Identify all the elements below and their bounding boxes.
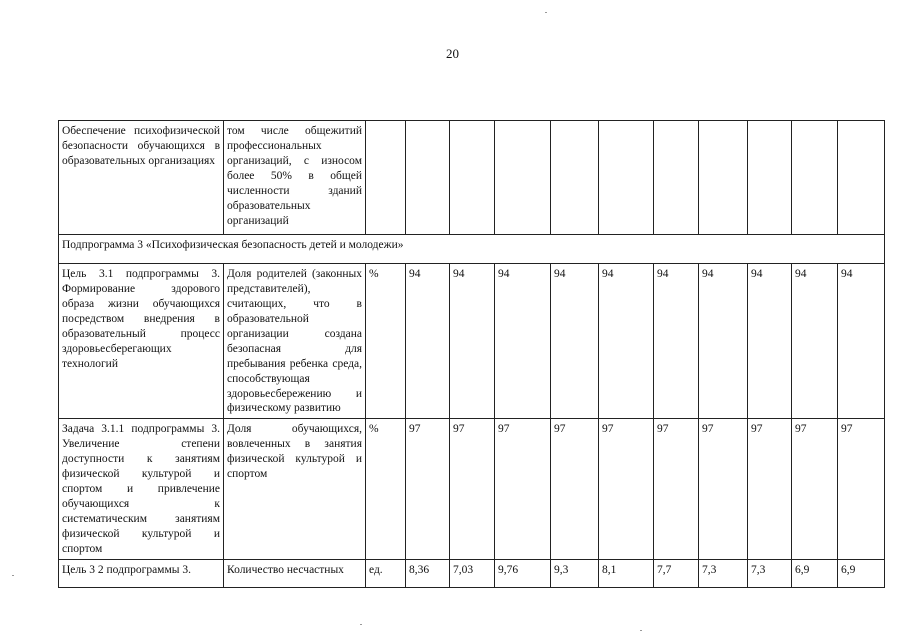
value-cell: 97 — [495, 419, 551, 559]
value-cell: 97 — [654, 419, 699, 559]
value-cell — [599, 121, 654, 235]
indicator-cell: Количество несчастных — [224, 559, 366, 587]
subprogram-row — [59, 235, 885, 264]
value-cell: 97 — [838, 419, 885, 559]
value-cell — [551, 121, 599, 235]
scan-speck — [545, 12, 547, 13]
objective-cell: Обеспечение психофизической безопасности обучающихся в образовательных организациях — [59, 121, 224, 235]
value-cell: 94 — [654, 264, 699, 419]
objective-cell: Цель 3.1 подпрограммы 3. Формирование здорового образа жизни обучающихся посредством внедрения в образовательный процесс здоровьесберегающих технологий — [59, 264, 224, 419]
indicators-table — [58, 120, 885, 588]
table-row — [59, 121, 885, 235]
value-cell: 97 — [792, 419, 838, 559]
value-cell: 7,3 — [699, 559, 748, 587]
value-cell — [838, 121, 885, 235]
value-cell — [495, 121, 551, 235]
scan-speck — [12, 575, 14, 576]
value-cell — [748, 121, 792, 235]
table-row — [59, 419, 885, 559]
value-cell: 97 — [450, 419, 495, 559]
value-cell: 6,9 — [792, 559, 838, 587]
page-number: 20 — [446, 46, 459, 61]
subprogram-header: Подпрограмма 3 «Психофизическая безопасность детей и молодежи» — [59, 235, 885, 264]
value-cell: 7,7 — [654, 559, 699, 587]
value-cell: 94 — [551, 264, 599, 419]
value-cell: 94 — [406, 264, 450, 419]
value-cell: 9,76 — [495, 559, 551, 587]
value-cell: 7,03 — [450, 559, 495, 587]
value-cell: 94 — [792, 264, 838, 419]
value-cell — [792, 121, 838, 235]
unit-cell: % — [366, 419, 406, 559]
indicator-cell: Доля обучающихся, вовлеченных в занятия физической культурой и спортом — [224, 419, 366, 559]
value-cell: 97 — [406, 419, 450, 559]
value-cell: 7,3 — [748, 559, 792, 587]
value-cell — [654, 121, 699, 235]
objective-cell: Цель 3 2 подпрограммы 3. — [59, 559, 224, 587]
value-cell — [699, 121, 748, 235]
value-cell: 94 — [450, 264, 495, 419]
table-row — [59, 264, 885, 419]
value-cell: 94 — [495, 264, 551, 419]
value-cell: 94 — [748, 264, 792, 419]
value-cell: 6,9 — [838, 559, 885, 587]
value-cell: 94 — [699, 264, 748, 419]
value-cell: 97 — [699, 419, 748, 559]
indicator-cell: Доля родителей (законных представителей), считающих, что в образовательной организации создана безопасная для пребывания ребенка среда, способствующая здоровьесбережению и физическому развитию — [224, 264, 366, 419]
scan-speck — [360, 624, 362, 625]
value-cell — [450, 121, 495, 235]
value-cell: 94 — [838, 264, 885, 419]
unit-cell — [366, 121, 406, 235]
scan-speck — [640, 630, 642, 631]
value-cell: 9,3 — [551, 559, 599, 587]
value-cell: 97 — [748, 419, 792, 559]
table-row — [59, 559, 885, 587]
task-cell: Задача 3.1.1 подпрограммы 3. Увеличение степени доступности к занятиям физической культурой и спортом и привлечение обучающихся к систематическим занятиям физической культурой и спортом — [59, 419, 224, 559]
value-cell: 97 — [551, 419, 599, 559]
value-cell: 94 — [599, 264, 654, 419]
unit-cell: % — [366, 264, 406, 419]
value-cell: 8,1 — [599, 559, 654, 587]
unit-cell: ед. — [366, 559, 406, 587]
value-cell: 97 — [599, 419, 654, 559]
indicator-cell: том числе общежитий профессиональных организаций, с износом более 50% в общей численности зданий образовательных организаций — [224, 121, 366, 235]
value-cell: 8,36 — [406, 559, 450, 587]
value-cell — [406, 121, 450, 235]
